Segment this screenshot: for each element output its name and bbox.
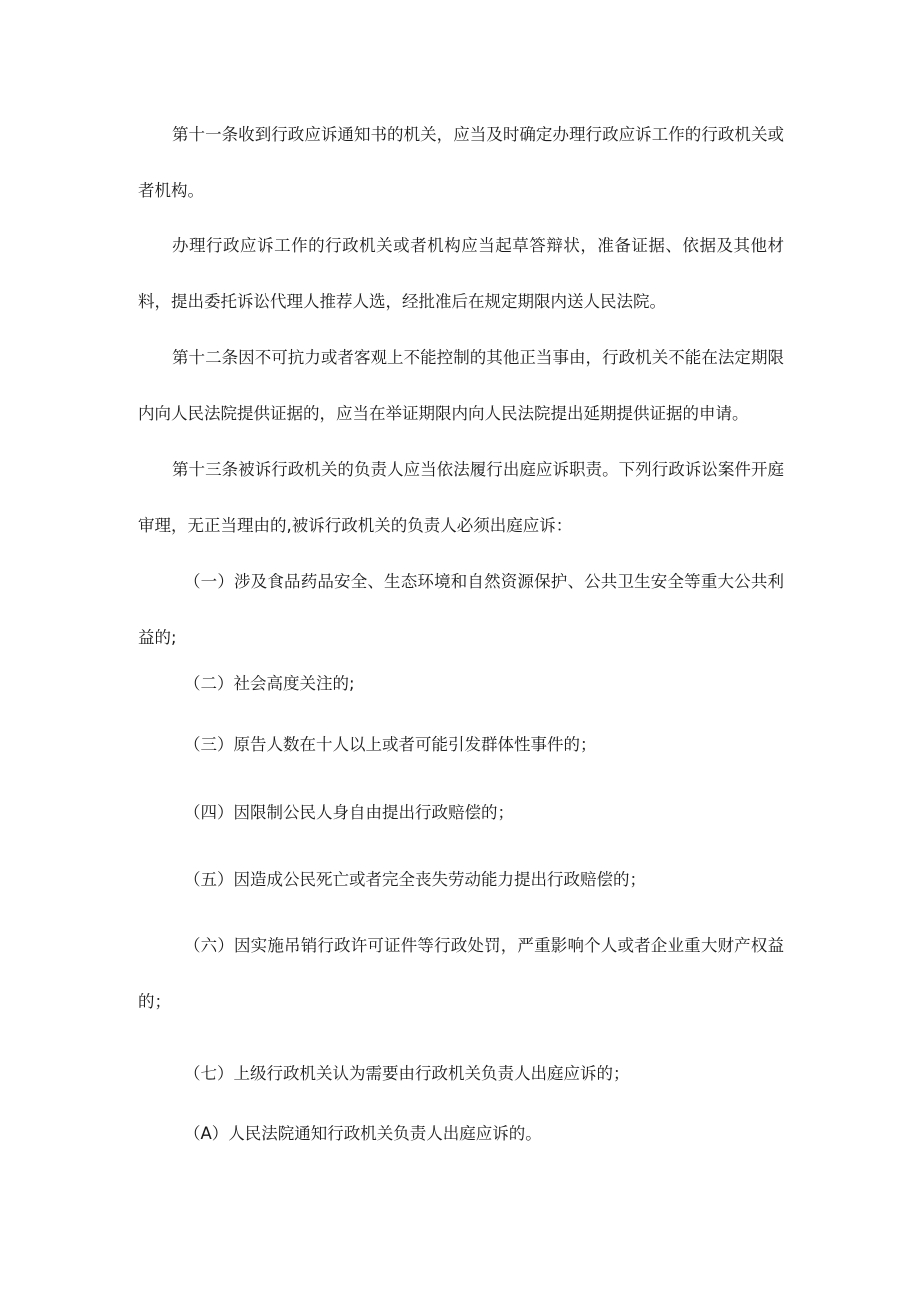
- list-item: （七）上级行政机关认为需要由行政机关负责人出庭应诉的；: [184, 1064, 630, 1083]
- list-item: （六）因实施吊销行政许可证件等行政处罚，严重影响个人或者企业重大财产权益的；: [138, 936, 784, 1011]
- list-item: （二）社会高度关注的;: [184, 674, 355, 693]
- paragraph-article-13: 第十三条被诉行政机关的负责人应当依法履行出庭应诉职责。下列行政诉讼案件开庭审理，无正当理由的,被诉行政机关的负责人必须出庭应诉：: [138, 460, 784, 535]
- list-item: （四）因限制公民人身自由提出行政赔偿的；: [184, 803, 514, 822]
- list-item: （五）因造成公民死亡或者完全丧失劳动能力提出行政赔偿的；: [184, 870, 646, 889]
- list-item: （三）原告人数在十人以上或者可能引发群体性事件的；: [184, 735, 597, 754]
- paragraph-response-materials: 办理行政应诉工作的行政机关或者机构应当起草答辩状，准备证据、依据及其他材料，提出委托诉讼代理人推荐人选，经批准后在规定期限内送人民法院。: [138, 236, 784, 311]
- paragraph-article-12: 第十二条因不可抗力或者客观上不能控制的其他正当事由，行政机关不能在法定期限内向人民法院提供证据的，应当在举证期限内向人民法院提出延期提供证据的申请。: [138, 348, 784, 423]
- list-item: （一）涉及食品药品安全、生态环境和自然资源保护、公共卫生安全等重大公共利益的;: [138, 572, 784, 647]
- list-item: （A）人民法院通知行政机关负责人出庭应诉的。: [184, 1124, 542, 1143]
- paragraph-article-11: 第十一条收到行政应诉通知书的机关，应当及时确定办理行政应诉工作的行政机关或者机构。: [138, 125, 784, 200]
